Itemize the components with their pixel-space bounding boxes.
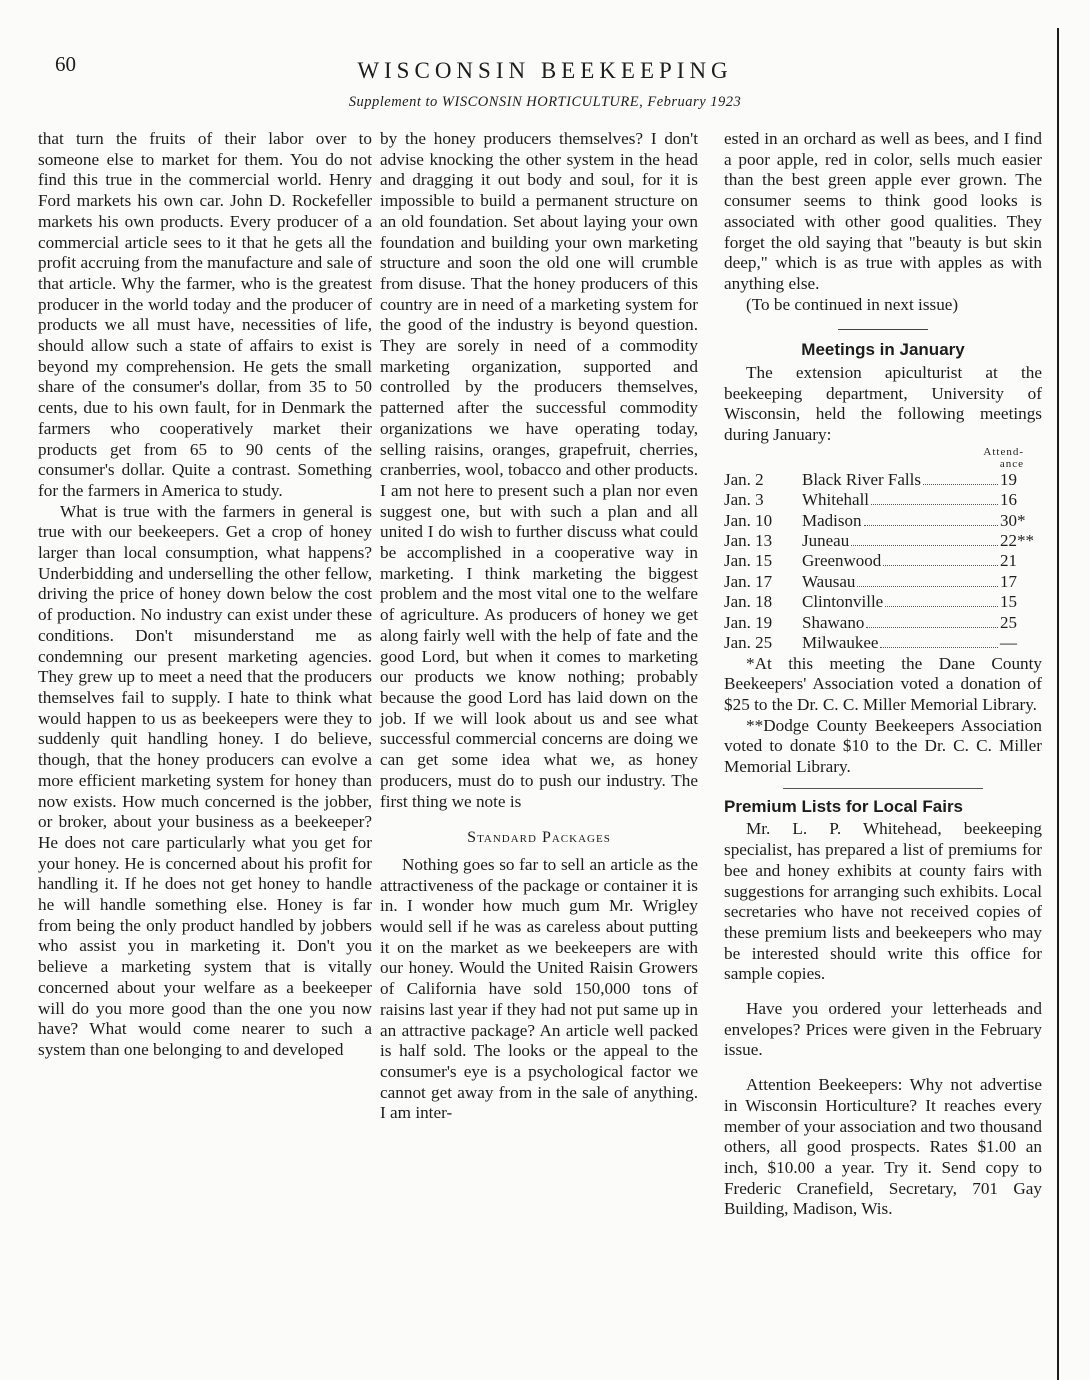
- meeting-place: Madison: [802, 510, 862, 530]
- page-subtitle: Supplement to WISCONSIN HORTICULTURE, February 1923: [348, 94, 742, 110]
- meeting-place-cell: [802, 592, 1000, 612]
- paragraph: that turn the fruits of their labor over to someone else to market for them. You do not find this true in the commercial world. Henry Ford markets his own car. John D. Rockefeller markets his own products. Every producer of a commercial article sees to it that he gets all the profit accruing from the manufacture and sale of that article. Why the farmer, who is the greatest producer in the world today and the producer of products we all must have, necessities of life, should allow such a state of affairs to exist is beyond my comprehension. He gets the small share of the consumer's dollar, from 35 to 50 cents, due to his own fault, for in Denmark the farmers who cooperatively market their products get from 65 to 90 cents of the consumer's dollar. Quite a contrast. Something for the farmers in America to study.: [38, 129, 372, 500]
- meeting-place-cell: [802, 633, 1000, 653]
- meeting-row: [724, 531, 1042, 551]
- divider: [838, 329, 928, 330]
- meeting-date: Jan. 17: [724, 571, 773, 591]
- dot-leader: [857, 586, 998, 587]
- column-3: [724, 129, 1042, 1220]
- page-title: WISCONSIN BEEKEEPING: [357, 58, 733, 83]
- dot-leader: [885, 606, 998, 607]
- meeting-row: [724, 572, 1042, 592]
- meeting-date: Jan. 3: [724, 490, 764, 510]
- meeting-place-cell: [802, 531, 1000, 551]
- meeting-date: Jan. 13: [724, 531, 773, 551]
- advertising-notice: Attention Beekeepers: Why not advertise in Wisconsin Horticulture? It reaches every member of your association and two thousand others, all good prospects. Rates $1.00 an inch, $10.00 a year. Try it. Send copy to Frederic Cranefield, Secretary, 701 Gay Building, Madison, Wis.: [724, 1075, 1042, 1219]
- meeting-place: Wausau: [802, 571, 856, 591]
- page-number: 60: [55, 52, 76, 76]
- continued-note: (To be continued in next issue): [746, 294, 959, 314]
- meeting-place-cell: [802, 572, 1000, 592]
- meetings-footnote: *At this meeting the Dane County Beekeepers' Association voted a donation of $25 to the Dr. C. C. Miller Memorial Library.: [724, 653, 1042, 714]
- meeting-attendance: 21: [1000, 551, 1017, 571]
- meeting-attendance: 19: [1000, 469, 1017, 489]
- meeting-place: Shawano: [802, 612, 865, 632]
- meeting-place-cell: [802, 511, 1000, 531]
- meeting-date: Jan. 2: [724, 469, 764, 489]
- attendance-label: Attend- ance: [983, 445, 1024, 470]
- meeting-place-cell: [802, 613, 1000, 633]
- meeting-row: [724, 551, 1042, 571]
- meetings-heading: Meetings in January: [801, 340, 965, 360]
- meeting-attendance: 17: [1000, 571, 1017, 591]
- meeting-place: Greenwood: [802, 551, 882, 571]
- paragraph: by the honey producers themselves? I don't advise knocking the other system in the head and dragging it out body and soul, for it is impossible to build a permanent structure on an old foundation. Set about laying your own foundation and building your own marketing structure and soon the old one will crumble from disuse. That the honey producers of this country are in need of a marketing system for the good of the industry is beyond question. They are sorely in need of a commodity marketing organization, supported and controlled by the producers themselves, patterned after the successful commodity organizations we have operating today, selling raisins, oranges, grapefruit, cherries, cranberries, wool, tobacco and other products. I am not here to present such a plan nor even suggest one, but with such a plan and all united I do wish to further discuss what could be accomplished in a cooperative way in marketing. I think marketing the biggest problem and the most vital one to the welfare of agriculture. As producers of honey we get along fairly well with the help of fate and the good Lord, but when it comes to marketing our products we know nothing; probably because the good Lord has laid down on the job. If we will look about us and see what successful commercial concerns are doing we can get some idea what we, as honey producers, must do to push our industry. The first thing we note is: [380, 129, 698, 811]
- dot-leader: [864, 525, 999, 526]
- meeting-attendance: 30*: [1000, 510, 1026, 530]
- meeting-place: Milwaukee: [802, 633, 879, 653]
- column-2: [380, 129, 698, 1124]
- meetings-table: [724, 470, 1042, 654]
- meeting-row: [724, 592, 1042, 612]
- meeting-attendance: 15: [1000, 592, 1017, 612]
- dot-leader: [880, 647, 998, 648]
- meeting-row: [724, 470, 1042, 490]
- premium-lists-heading: Premium Lists for Local Fairs: [724, 796, 964, 816]
- dot-leader: [871, 504, 998, 505]
- meeting-date: Jan. 18: [724, 592, 773, 612]
- meeting-place-cell: [802, 490, 1000, 510]
- paragraph: What is true with the farmers in general is true with our beekeepers. Get a crop of honey larger than local consumption, what happens? Underbidding and underselling the other fellow, driving the price of honey down below the cost of production. No industry can exist under these conditions. Don't misunderstand me as condemning our present marketing agencies. They grew up to meet a need that the producers themselves fail to supply. I hate to think what would happen to us as beekeepers were they to suddenly quit handling honey. I do believe, though, that the honey producers can evolve a more efficient marketing system for honey than now exists. How much concerned is the jobber, or broker, about your business as a beekeeper? He does not care particularly what you get for your honey. He is concerned about his profit for handling it. If he does not get honey to handle he will handle something else. Honey is far from being the only product handled by jobbers who assist you in marketing it. Don't you believe a marketing system that is vitally concerned about your welfare as a beekeeper will do you more good than the one you now have? What would come nearer to such a system than one belonging to and developed: [38, 501, 372, 1059]
- letterheads-notice: Have you ordered your letterheads and envelopes? Prices were given in the February issue.: [724, 999, 1042, 1060]
- meeting-place: Black River Falls: [802, 469, 921, 489]
- meeting-date: Jan. 10: [724, 510, 773, 530]
- dot-leader: [866, 627, 998, 628]
- dot-leader: [851, 545, 998, 546]
- meeting-attendance: 22**: [1000, 531, 1034, 551]
- section-heading-standard-packages: Standard Packages: [467, 829, 611, 847]
- meeting-place-cell: [802, 470, 1000, 490]
- meeting-date: Jan. 25: [724, 633, 773, 653]
- meeting-attendance: —: [1000, 633, 1017, 653]
- meeting-row: [724, 633, 1042, 653]
- divider: [783, 788, 983, 789]
- meeting-row: [724, 511, 1042, 531]
- paragraph: ested in an orchard as well as bees, and I find a poor apple, red in color, sells much easier than the best green apple ever grown. The consumer seems to think good looks is associated with other good qualities. They forget the old saying that "beauty is but skin deep," which is as true with apples as with anything else.: [724, 129, 1042, 293]
- meeting-place: Whitehall: [802, 490, 870, 510]
- page-edge-rule: [1057, 28, 1059, 1380]
- dot-leader: [883, 565, 998, 566]
- column-1: [38, 129, 372, 1061]
- paragraph: Mr. L. P. Whitehead, beekeeping specialist, has prepared a list of premiums for bee and honey exhibits at county fairs with suggestions for arranging such exhibits. Local secretaries who have not received copies of these premium lists and beekeepers who may be interested should write this office for sample copies.: [724, 819, 1042, 984]
- meeting-place: Clintonville: [802, 592, 884, 612]
- meeting-attendance: 25: [1000, 612, 1017, 632]
- dot-leader: [923, 484, 998, 485]
- meetings-intro: The extension apiculturist at the beekeeping department, University of Wisconsin, held the following meetings during January:: [724, 363, 1042, 445]
- meeting-row: [724, 613, 1042, 633]
- paragraph: Nothing goes so far to sell an article as the attractiveness of the package or container it is in. I wonder how much gum Mr. Wrigley would sell if he was as careless about putting it on the market as we beekeepers are with our honey. Would the United Raisin Growers of California have sold 150,000 tons of raisins last year if they had not put same up in an attractive package? An article well packed is half sold. The looks or the appeal to the consumer's eye is a psychological factor we cannot get away from in the sale of anything. I am inter-: [380, 854, 698, 1123]
- meeting-attendance: 16: [1000, 490, 1017, 510]
- meeting-place-cell: [802, 551, 1000, 571]
- meeting-row: [724, 490, 1042, 510]
- meeting-date: Jan. 15: [724, 551, 773, 571]
- meeting-place: Juneau: [802, 531, 850, 551]
- meeting-date: Jan. 19: [724, 612, 773, 632]
- meetings-footnote: **Dodge County Beekeepers Association voted to donate $10 to the Dr. C. C. Miller Memorial Library.: [724, 715, 1042, 777]
